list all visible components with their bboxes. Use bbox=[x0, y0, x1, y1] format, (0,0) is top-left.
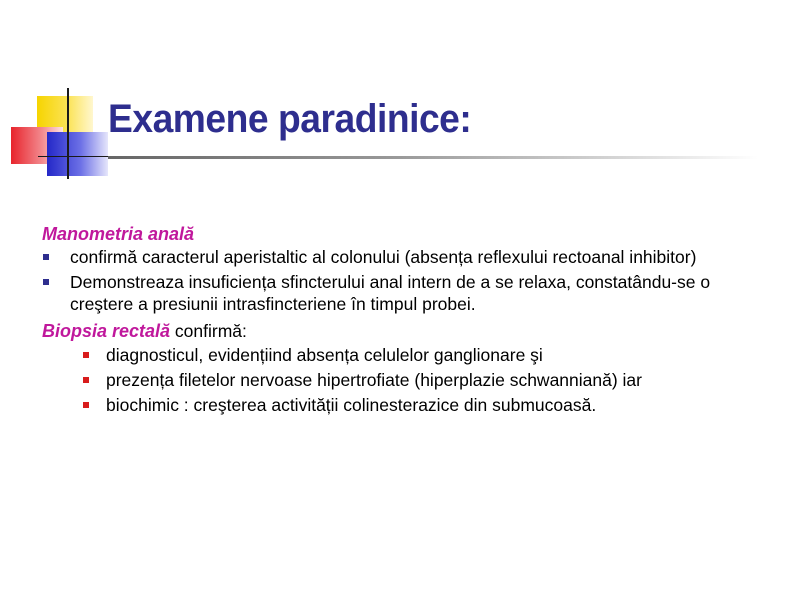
red-square-bullet-icon bbox=[83, 377, 89, 383]
list-item-text: diagnosticul, evidențiind absența celulelor ganglionare şi bbox=[106, 345, 543, 365]
list-item-text: confirmă caracterul aperistaltic al colonului (absența reflexului rectoanal inhibitor) bbox=[70, 247, 697, 267]
list-item-text: prezența filetelor nervoase hipertrofiate (hiperplazie schwanniană) iar bbox=[106, 370, 642, 390]
decorative-squares-logo bbox=[0, 0, 120, 190]
slide-body bbox=[42, 222, 762, 419]
section-heading-biopsia bbox=[42, 318, 762, 344]
list-item bbox=[80, 394, 762, 416]
list-item bbox=[80, 344, 762, 366]
manometria-list bbox=[42, 246, 762, 315]
list-item-text: Demonstreaza insuficiența sfincterului anal intern de a se relaxa, constatându-se o creştere a presiunii intrasfincteriene în timpul probei. bbox=[70, 272, 711, 314]
list-item bbox=[80, 369, 762, 391]
red-square-bullet-icon bbox=[83, 402, 89, 408]
list-item bbox=[42, 271, 762, 315]
horizontal-line bbox=[38, 156, 118, 157]
section-heading-manometria: Manometria anală bbox=[42, 224, 195, 244]
square-bullet-icon bbox=[43, 279, 49, 285]
blue-square bbox=[47, 132, 108, 176]
square-bullet-icon bbox=[43, 254, 49, 260]
vertical-line bbox=[67, 88, 69, 179]
list-item bbox=[42, 246, 762, 268]
biopsia-label: Biopsia rectală bbox=[42, 321, 171, 341]
biopsia-list bbox=[80, 344, 762, 416]
biopsia-label-rest: confirmă: bbox=[170, 321, 247, 341]
red-square-bullet-icon bbox=[83, 352, 89, 358]
title-underline bbox=[108, 156, 758, 159]
slide-title: Examene paradinice: bbox=[108, 97, 472, 141]
list-item-text: biochimic : creşterea activității colinesterazice din submucoasă. bbox=[106, 395, 597, 415]
